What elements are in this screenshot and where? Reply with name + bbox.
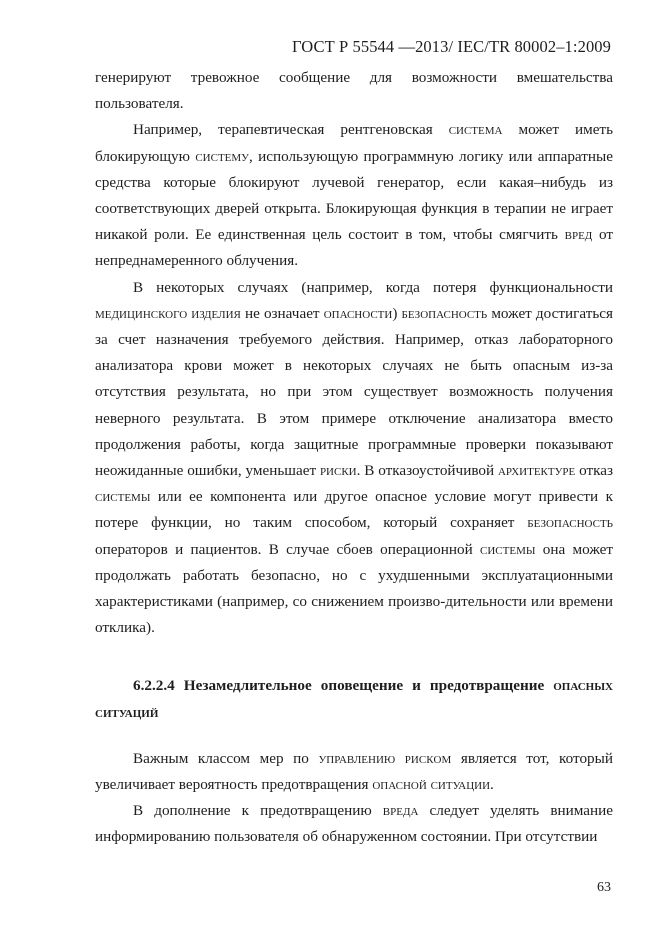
term-span: системы (95, 488, 151, 506)
term-span: системы (480, 540, 536, 558)
page-header: ГОСТ Р 55544 —2013/ IEC/TR 80002–1:2009 (292, 37, 611, 56)
paragraph-lab-analyzer (95, 275, 613, 642)
section-heading (95, 673, 613, 725)
text-span: , использующую программную логику или аппаратные средства которые блокируют лучевой генератор, если какая–нибудь из соответствующих дверей открыта. Блокирующая функция в терапии не играет никакой роли. Ее единственная цель состоит в том, чтобы смягчить (95, 147, 613, 244)
term-span: безопасность (527, 514, 613, 532)
text-span: Важным классом мер по (133, 749, 319, 767)
text-span: операторов и пациентов. В случае сбоев операционной (95, 540, 481, 558)
text-span: В дополнение к предотвращению (133, 802, 383, 820)
page-number: 63 (597, 880, 611, 895)
text-span: Незамедлительное оповещение и предотвращение (174, 677, 554, 695)
text-span: от непреднамеренного облучения. (95, 226, 613, 270)
text-span: . (490, 776, 494, 794)
term-span: вреда (382, 802, 419, 820)
text-span: может достигаться за счет назначения требуемого действия. Например, отказ лабораторного анализатора крови может в некоторых случаях не быть опасным из-за отсутствия результата, но при этом существует возможность получения неверного результата. В этом примере отключение анализатора вместо продолжения работы, когда защитные программные проверки показывают неожиданные ошибки, уменьшает (95, 304, 614, 480)
term-span: опасности (323, 304, 393, 322)
term-span: риски (319, 462, 357, 480)
paragraph-risk-control (95, 746, 613, 798)
term-span: управлению рискoм (318, 749, 452, 767)
paragraph-continuation (95, 65, 613, 117)
section-number: 6.2.2.4 (133, 677, 175, 695)
text-span: может иметь блокирующую (95, 121, 613, 165)
text-span: Например, терапевтическая рентгеновская (133, 121, 449, 139)
term-span: опасных ситуаций (95, 677, 613, 721)
text-span: . В отказоустойчивой (356, 462, 498, 480)
text-span: В некоторых случаях (например, когда потеря функциональности (133, 278, 613, 296)
page-body (95, 65, 613, 851)
text-span: следует уделять внимание информированию пользователя об обнаруженном состоянии. При отсутствии (95, 802, 614, 846)
term-span: система (448, 121, 503, 139)
term-span: безопасность (401, 304, 488, 322)
term-span: архитектуре (497, 462, 576, 480)
paragraph-inform-user (95, 798, 613, 850)
text-span: является тот, который увеличивает вероятность предотвращения (95, 749, 613, 794)
text-span: не означает (240, 304, 324, 322)
text-span: или ее компонента или другое опасное условие могут привести к потере функции, но таким способом, который сохраняет (95, 488, 613, 532)
text-span: она может продолжать работать безопасно, но с ухудшенными эксплуатационными характеристиками (например, со снижением произво-дительности или времени отклика). (95, 540, 613, 637)
paragraph-xray-example (95, 117, 613, 274)
term-span: опасной ситуации (372, 776, 491, 794)
text-span: генерируют тревожное сообщение для возможности вмешательства пользователя. (95, 69, 613, 113)
term-span: медицинского изделия (95, 304, 241, 322)
text-span: отказ (575, 462, 614, 480)
text-span: ) (392, 304, 402, 322)
term-span: систему (195, 147, 249, 165)
term-span: вред (564, 226, 593, 244)
